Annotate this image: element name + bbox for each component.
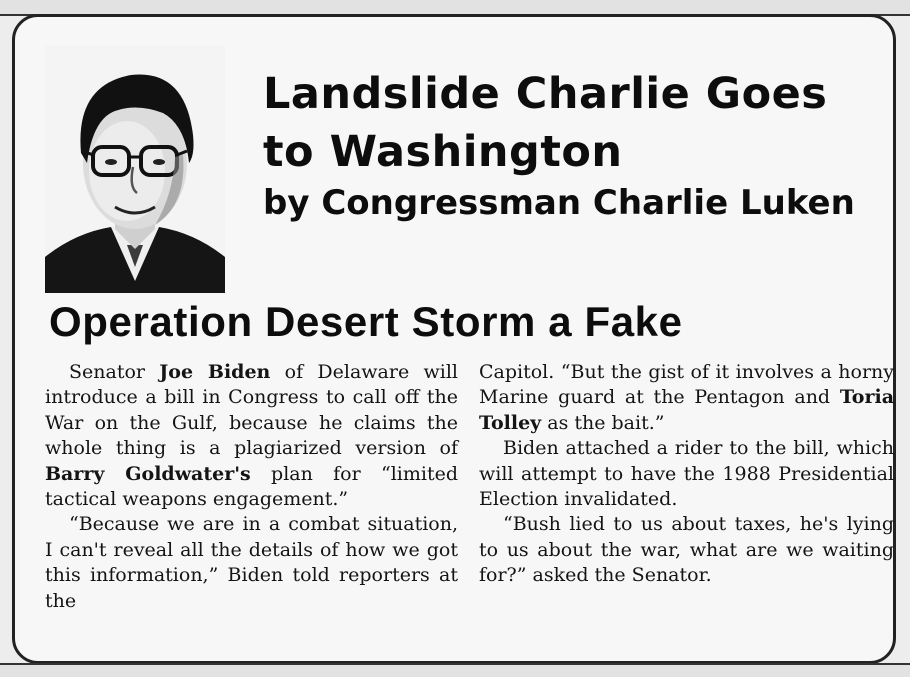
paragraph: Capitol. “But the gist of it involves a horny Marine guard at the Pentagon and Toria Tolley as the bait.” — [479, 361, 894, 434]
column-title — [263, 65, 910, 181]
title-line-2: to Washington — [263, 127, 623, 177]
article-column-left — [45, 360, 458, 614]
paragraph: Biden attached a rider to the bill, which will attempt to have the 1988 Presidential Election invalidated. — [479, 437, 894, 511]
column-header — [263, 65, 910, 225]
name-goldwater: Barry Goldwater's — [45, 462, 251, 485]
article-column-right — [479, 360, 894, 589]
paragraph: “Bush lied to us about taxes, he's lying to us about the war, what are we waiting for?” asked the Senator. — [479, 513, 894, 587]
byline: by Congressman Charlie Luken — [263, 183, 855, 223]
title-line-1: Landslide Charlie Goes — [263, 69, 828, 119]
article-panel — [12, 14, 896, 664]
bottom-divider — [0, 663, 910, 677]
paragraph: “Because we are in a combat situation, I can't reveal all the details of how we got this information,” Biden told reporters at the — [45, 513, 458, 612]
author-photo — [45, 45, 225, 293]
name-biden: Joe Biden — [159, 361, 271, 383]
paragraph: Senator Joe Biden of Delaware will introduce a bill in Congress to call off the War on the Gulf, because he claims the whole thing is a plagiarized version of Barry Goldwater's plan for “limited tactical weapons engagement.” — [45, 361, 458, 511]
article-headline: Operation Desert Storm a Fake — [49, 298, 683, 345]
author-portrait-image — [45, 45, 225, 293]
name-tolley: Toria Tolley — [479, 386, 894, 434]
